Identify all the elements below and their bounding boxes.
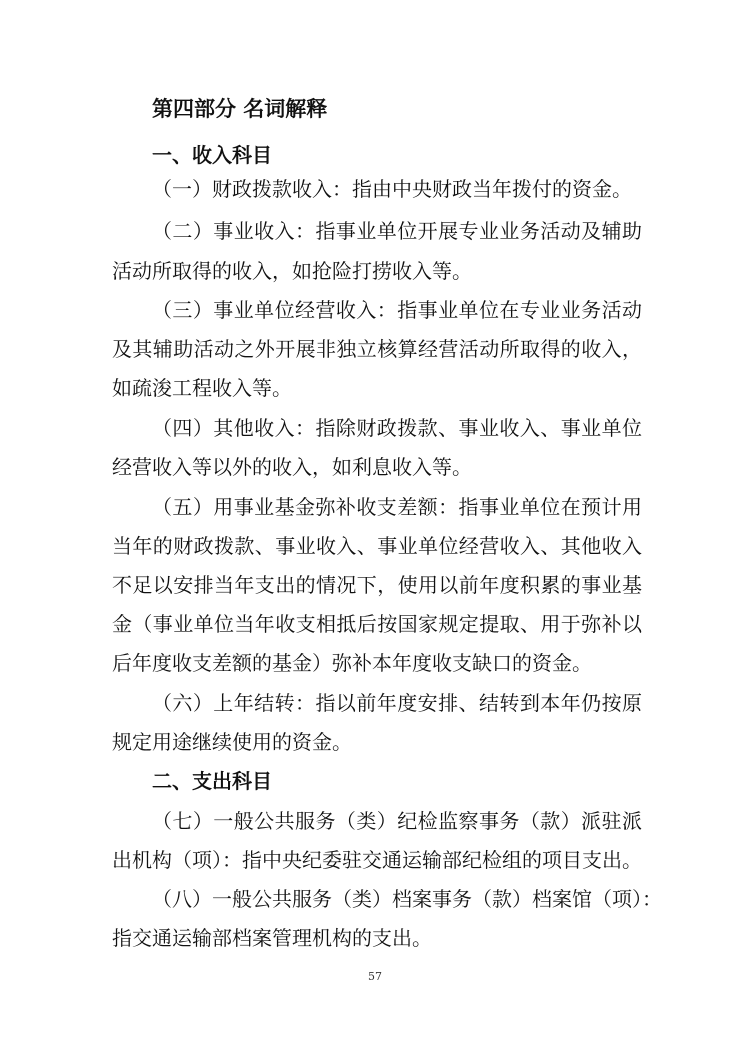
paragraph-line: （八）一般公共服务（类）档案事务（款）档案馆（项）： — [152, 887, 662, 911]
paragraph-line: 规定用途继续使用的资金。 — [112, 730, 352, 754]
paragraph-line: 金（事业单位当年收支相抵后按国家规定提取、用于弥补以 — [112, 612, 642, 636]
paragraph-line: 不足以安排当年支出的情况下，使用以前年度积累的事业基 — [112, 573, 642, 597]
paragraph-line: （六）上年结转：指以前年度安排、结转到本年仍按原 — [152, 691, 642, 715]
paragraph-line: （二）事业收入：指事业单位开展专业业务活动及辅助 — [152, 219, 642, 243]
paragraph-line: （一）财政拨款收入：指由中央财政当年拨付的资金。 — [152, 177, 632, 201]
paragraph-line: 活动所取得的收入，如抢险打捞收入等。 — [112, 259, 472, 283]
paragraph-line: 当年的财政拨款、事业收入、事业单位经营收入、其他收入 — [112, 534, 642, 558]
paragraph-line: （五）用事业基金弥补收支差额：指事业单位在预计用 — [152, 495, 642, 519]
section-heading-income: 一、收入科目 — [152, 143, 272, 167]
page-number: 57 — [368, 970, 382, 983]
paragraph-line: （三）事业单位经营收入：指事业单位在专业业务活动 — [152, 298, 642, 322]
paragraph-line: （七）一般公共服务（类）纪检监察事务（款）派驻派 — [152, 809, 642, 833]
paragraph-line: 及其辅助活动之外开展非独立核算经营活动所取得的收入， — [112, 337, 642, 361]
paragraph-line: 出机构（项）：指中央纪委驻交通运输部纪检组的项目支出。 — [112, 848, 642, 872]
paragraph-line: （四）其他收入：指除财政拨款、事业收入、事业单位 — [152, 416, 642, 440]
paragraph-line: 经营收入等以外的收入，如利息收入等。 — [112, 455, 472, 479]
paragraph-line: 后年度收支差额的基金）弥补本年度收支缺口的资金。 — [112, 651, 592, 675]
paragraph-line: 指交通运输部档案管理机构的支出。 — [112, 926, 432, 950]
section-heading-expenditure: 二、支出科目 — [152, 769, 272, 793]
paragraph-line: 如疏浚工程收入等。 — [112, 376, 292, 400]
part-title: 第四部分 名词解释 — [152, 96, 328, 121]
